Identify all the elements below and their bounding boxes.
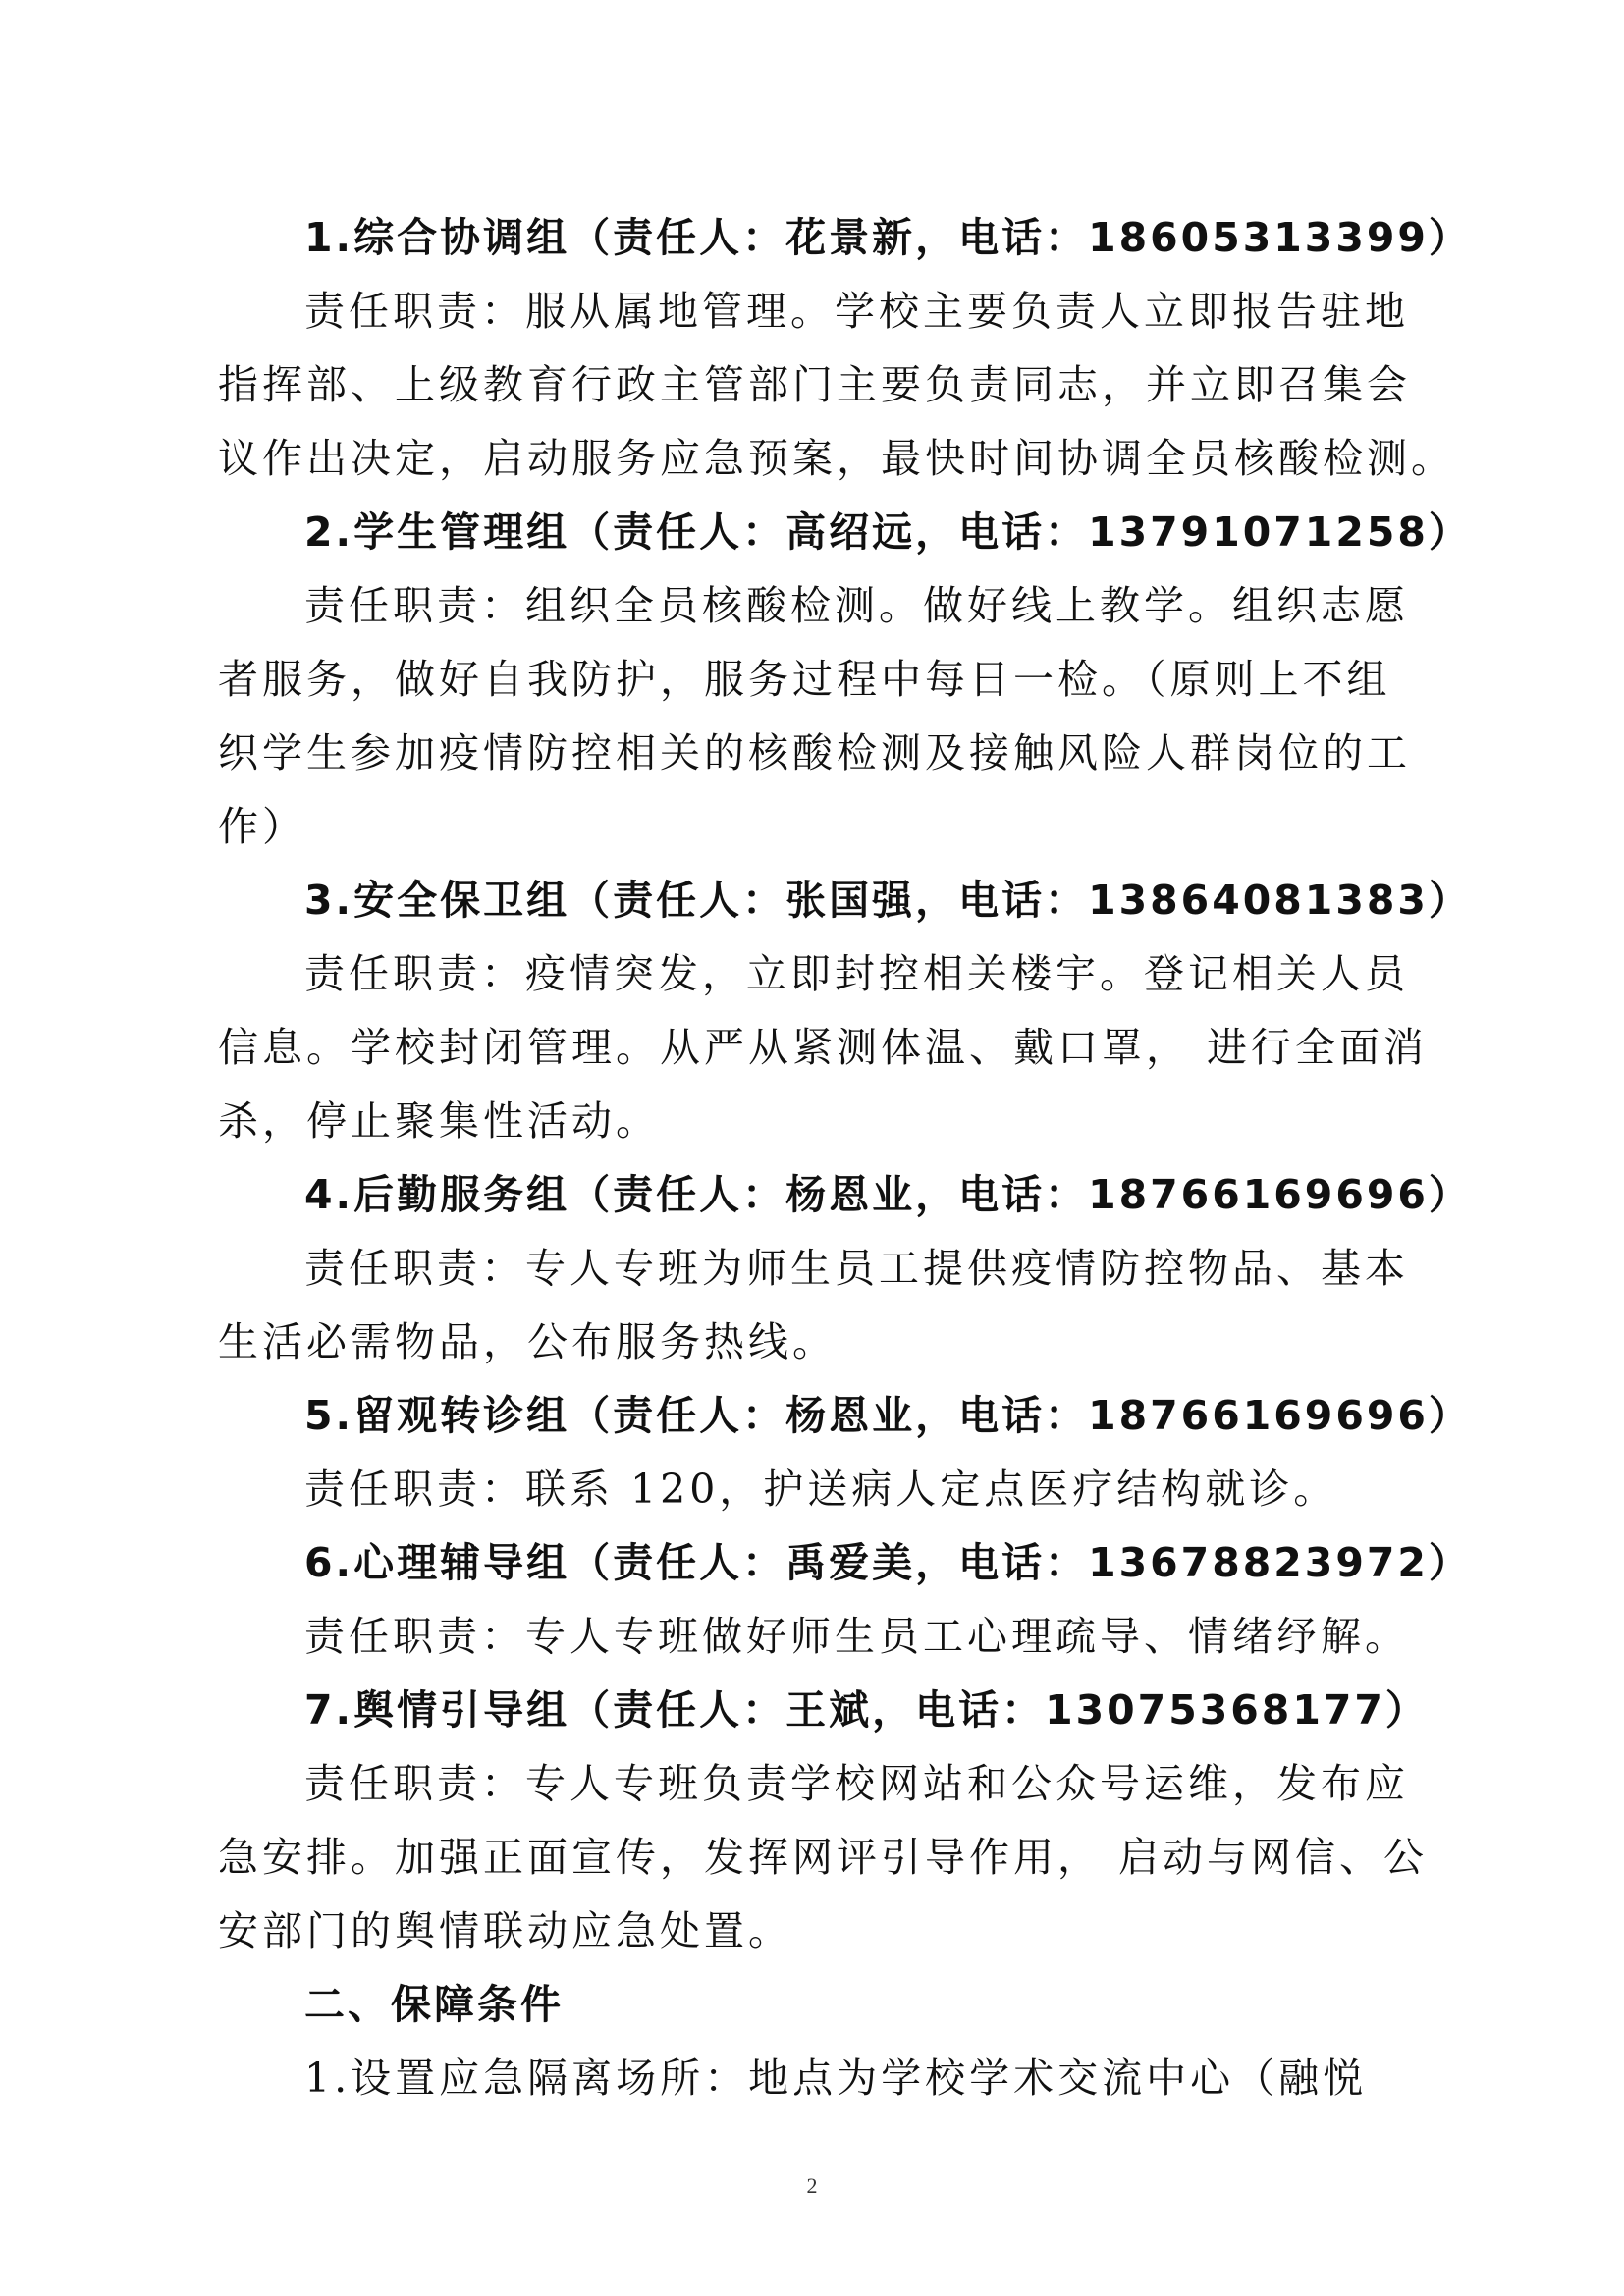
paragraph-line: 指挥部、上级教育行政主管部门主要负责同志，并立即召集会 (218, 361, 1411, 408)
group-heading: 4.后勤服务组（责任人：杨恩业，电话：18766169696） (304, 1171, 1472, 1218)
group-heading: 3.安全保卫组（责任人：张国强，电话：13864081383） (304, 877, 1472, 924)
paragraph-line: 责任职责：专人专班做好师生员工心理疏导、情绪纾解。 (304, 1613, 1409, 1660)
paragraph-line: 责任职责：联系 120，护送病人定点医疗结构就诊。 (304, 1466, 1338, 1513)
paragraph-line: 杀，停止聚集性活动。 (218, 1097, 660, 1145)
paragraph-line: 责任职责：服从属地管理。学校主要负责人立即报告驻地 (304, 288, 1409, 335)
paragraph-line: 者服务，做好自我防护，服务过程中每日一检。（原则上不组 (218, 656, 1391, 703)
paragraph-line: 安部门的舆情联动应急处置。 (218, 1907, 792, 1954)
paragraph-line: 信息。学校封闭管理。从严从紧测体温、戴口罩， 进行全面消 (218, 1024, 1429, 1071)
paragraph-line: 责任职责：组织全员核酸检测。做好线上教学。组织志愿 (304, 582, 1409, 629)
group-heading: 2.学生管理组（责任人：高绍远，电话：13791071258） (304, 508, 1472, 556)
paragraph-line: 1.设置应急隔离场所：地点为学校学术交流中心（融悦 (304, 2055, 1368, 2102)
group-heading: 5.留观转诊组（责任人：杨恩业，电话：18766169696） (304, 1392, 1472, 1439)
group-heading: 6.心理辅导组（责任人：禹爱美，电话：13678823972） (304, 1539, 1472, 1586)
paragraph-line: 急安排。加强正面宣传，发挥网评引导作用， 启动与网信、公 (218, 1834, 1429, 1881)
page-number: 2 (806, 2173, 818, 2198)
paragraph-line: 作） (218, 803, 306, 850)
paragraph-line: 责任职责：专人专班负责学校网站和公众号运维，发布应 (304, 1760, 1409, 1807)
paragraph-line: 责任职责：专人专班为师生员工提供疫情防控物品、基本 (304, 1245, 1409, 1292)
paragraph-line: 织学生参加疫情防控相关的核酸检测及接触风险人群岗位的工 (218, 729, 1411, 776)
group-heading: 7.舆情引导组（责任人：王斌，电话：13075368177） (304, 1686, 1429, 1734)
paragraph-line: 责任职责：疫情突发，立即封控相关楼宇。登记相关人员 (304, 950, 1409, 997)
paragraph-line: 议作出决定，启动服务应急预案，最快时间协调全员核酸检测。 (218, 435, 1455, 482)
paragraph-line: 生活必需物品，公布服务热线。 (218, 1318, 837, 1365)
document-body (218, 201, 1472, 2115)
group-heading: 1.综合协调组（责任人：花景新，电话：18605313399） (304, 214, 1472, 261)
section-title: 二、保障条件 (304, 1981, 564, 2028)
